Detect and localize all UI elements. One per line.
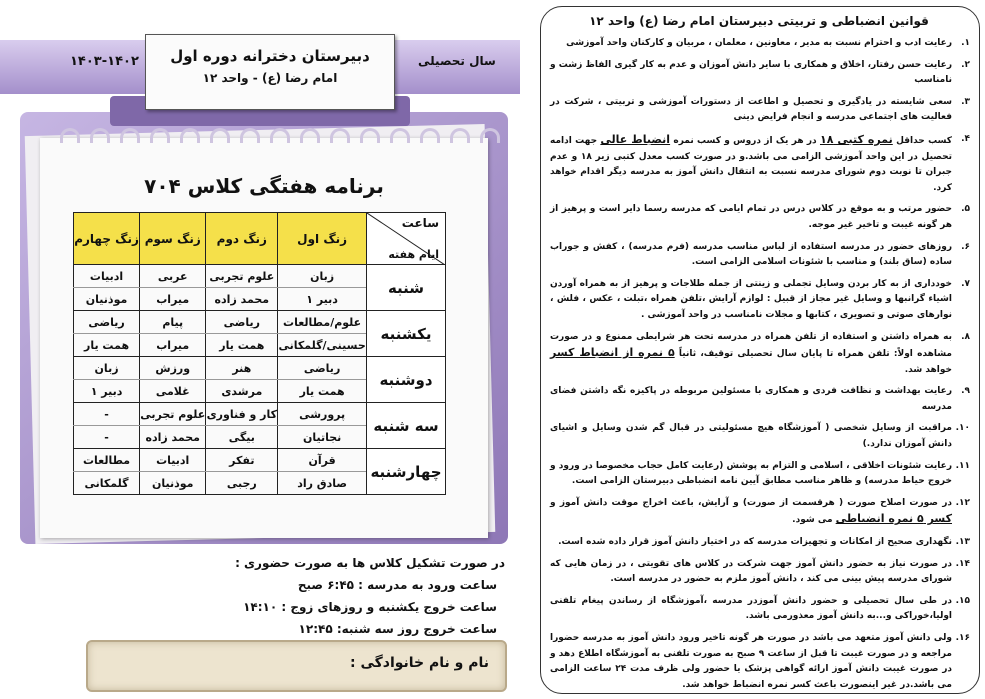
rule-number: ۷. bbox=[961, 278, 970, 289]
subject-cell: ریاضی bbox=[206, 311, 278, 334]
subject-cell: تفکر bbox=[206, 449, 278, 472]
rule-item bbox=[550, 58, 970, 89]
table-row bbox=[74, 311, 446, 334]
rule-text-part: خودداری از به کار بردن وسایل تجملی و زینتی از جمله طلاجات و پرهیز از به همراه آوردن اشیاء گرانبها و وسایل غیر مجاز از قبیل : لوازم آرایش ،تلفن همراه ،تبلت ، عکس ، فلش ، نوارهای صوتی و تصویری ، کتابها و مجلات نامناسب در واحد آموزشی . bbox=[550, 278, 952, 320]
column-header: زنگ سوم bbox=[140, 213, 206, 265]
rule-number: ۳. bbox=[961, 96, 970, 107]
rule-text-part: سعی شایسته در یادگیری و تحصیل و اطاعت از دستورات آموزشی و تربیتی ، شرکت در فعالیت های اجتماعی مدرسه و انجام فرایض دینی bbox=[550, 96, 952, 123]
rule-number: ۶. bbox=[961, 241, 970, 252]
rule-number: ۱. bbox=[961, 38, 970, 48]
teacher-cell: - bbox=[74, 426, 140, 449]
teacher-cell: رجبی bbox=[206, 472, 278, 495]
rule-number: ۸. bbox=[961, 331, 970, 342]
rule-text-part: به همراه داشتن و استفاده از تلفن همراه در مدرسه تحت هر شرایطی ممنوع و در صورت مشاهده اولاً: تلفن همراه تا پایان سال تحصیلی توقیف، ثانیاً bbox=[550, 331, 952, 360]
rule-text-part: رعایت بهداشت و نظافت فردی و همکاری با مسئولین مربوطه در پاکیزه نگه داشتن فضای مدرسه bbox=[550, 386, 952, 412]
table-row bbox=[74, 265, 446, 288]
subject-cell: علوم/مطالعات bbox=[278, 311, 367, 334]
rule-text-part: در صورت اصلاح صورت ( هرقسمت از صورت) و آرایش، باعث اخراج موقت دانش آموز و bbox=[550, 497, 952, 508]
rule-text-part: مراقبت از وسایل شخصی ( آموزشگاه هیچ مسئولیتی در قبال گم شدن وسایل و اشیای دانش آموزان ندارد.) bbox=[550, 423, 952, 450]
teacher-cell: محمد زاده bbox=[206, 288, 278, 311]
rule-text-part: حضور مرتب و به موقع در کلاس درس در تمام ایامی که مدرسه رسما دایر است و پرهیز از هر گونه غیبت و تاخیر غیر موجه. bbox=[550, 204, 952, 230]
day-cell: سه شنبه bbox=[367, 403, 446, 449]
rule-item bbox=[550, 496, 970, 529]
rule-text-part: رعایت حسن رفتار، اخلاق و همکاری با سایر دانش آموزان و عدم به کار گیری الفاظ زشت و نامناسب bbox=[550, 59, 952, 86]
school-header-tab bbox=[145, 34, 395, 110]
exit-time-tuesday: ساعت خروج روز سه شنبه: ۱۲:۴۵ bbox=[298, 622, 497, 636]
teacher-cell: دبیر ۱ bbox=[74, 380, 140, 403]
rule-item bbox=[550, 535, 970, 551]
arrival-time: ساعت ورود به مدرسه : ۶:۴۵ صبح bbox=[297, 578, 497, 592]
rule-text-part: خواهد شد. bbox=[904, 364, 952, 375]
subject-cell: زبان bbox=[278, 265, 367, 288]
rule-item bbox=[550, 459, 970, 490]
subject-cell: پیام bbox=[140, 311, 206, 334]
rule-item bbox=[550, 384, 970, 415]
rule-item bbox=[550, 631, 970, 693]
subject-cell: عربی bbox=[140, 265, 206, 288]
rule-text bbox=[550, 535, 952, 551]
teacher-cell: حسینی/گلمکانی bbox=[278, 334, 367, 357]
rule-item bbox=[550, 202, 970, 233]
rule-number: ۱۳. bbox=[955, 537, 970, 548]
rule-text bbox=[550, 330, 952, 379]
teacher-cell: موذنیان bbox=[74, 288, 140, 311]
rule-number: ۹. bbox=[961, 386, 970, 397]
table-row bbox=[74, 403, 446, 426]
rule-text bbox=[550, 58, 952, 89]
subject-cell: ادبیات bbox=[74, 265, 140, 288]
rule-text bbox=[550, 557, 952, 588]
table-row bbox=[74, 449, 446, 472]
subject-cell: علوم تجربی bbox=[206, 265, 278, 288]
column-header: زنگ چهارم bbox=[74, 213, 140, 265]
table-row bbox=[74, 357, 446, 380]
school-branch: امام رضا (ع) - واحد ۱۲ bbox=[202, 71, 338, 85]
rule-number: ۱۲. bbox=[955, 497, 970, 508]
rule-text bbox=[550, 95, 952, 126]
teacher-cell: غلامی bbox=[140, 380, 206, 403]
rule-number: ۵. bbox=[961, 204, 970, 215]
rule-number: ۱۵. bbox=[955, 595, 970, 606]
teacher-cell: بیگی bbox=[206, 426, 278, 449]
rule-text-part: رعایت ادب و احترام نسبت به مدیر ، معاونین ، معلمان ، مربیان و کارکنان واحد آموزشی bbox=[566, 38, 952, 48]
subject-cell: کار و فناوری bbox=[206, 403, 278, 426]
subject-cell: مطالعات bbox=[74, 449, 140, 472]
school-year-value: ۱۴۰۳-۱۴۰۲ bbox=[70, 54, 139, 69]
rule-text-part: جهت ادامه تحصیل در این واحد آموزشی الزامی می باشد.و در صورت کسب معدل کتبی زیر ۱۸ و عدم جبران تا نوبت دوم شورای مدرسه نسبت به انتقال دانش آموز به مدرسه دیگر اقدام خواهد کرد. bbox=[550, 135, 952, 193]
attendance-notes bbox=[215, 552, 505, 640]
day-cell: چهارشنبه bbox=[367, 449, 446, 495]
table-corner-header bbox=[367, 213, 446, 265]
subject-cell: زبان bbox=[74, 357, 140, 380]
day-cell: شنبه bbox=[367, 265, 446, 311]
school-name: دبیرستان دخترانه دوره اول bbox=[170, 47, 370, 65]
rule-item bbox=[550, 132, 970, 196]
rules-list bbox=[550, 36, 970, 699]
rule-text bbox=[550, 421, 952, 452]
subject-cell: پرورشی bbox=[278, 403, 367, 426]
day-cell: یکشنبه bbox=[367, 311, 446, 357]
subject-cell: علوم تجربی bbox=[140, 403, 206, 426]
rule-text bbox=[550, 459, 952, 490]
rule-number: ۱۶. bbox=[955, 633, 970, 643]
rule-emphasis: نمره کتبی ۱۸ bbox=[819, 132, 893, 146]
subject-cell: قرآن bbox=[278, 449, 367, 472]
rule-text-part: روزهای حضور در مدرسه استفاده از لباس مناسب مدرسه (فرم مدرسه) ، کفش و جوراب ساده (ساق بلند) و مناسب با شئونات اسلامی الزامی است. bbox=[550, 241, 952, 268]
rule-text bbox=[550, 594, 952, 625]
rule-text-part: کسب حداقل bbox=[892, 135, 953, 146]
rule-text bbox=[550, 277, 952, 324]
rule-item bbox=[550, 36, 970, 52]
schedule-title: برنامه هفتگی کلاس ۷۰۴ bbox=[144, 174, 384, 198]
rule-emphasis: انضباط عالی bbox=[600, 132, 671, 146]
student-name-field[interactable] bbox=[86, 640, 507, 692]
school-year-label: سال تحصیلی bbox=[418, 54, 496, 68]
exit-time-even-days: ساعت خروج یکشنبه و روزهای زوج : ۱۴:۱۰ bbox=[243, 600, 497, 614]
teacher-cell: همت یار bbox=[278, 380, 367, 403]
column-header: زنگ اول bbox=[278, 213, 367, 265]
rule-number: ۱۴. bbox=[955, 558, 970, 569]
rule-item bbox=[550, 594, 970, 625]
rule-text bbox=[550, 240, 952, 271]
teacher-cell: محمد زاده bbox=[140, 426, 206, 449]
rules-title: قوانین انضباطی و تربیتی دبیرستان امام رضا (ع) واحد ۱۲ bbox=[589, 14, 929, 28]
weekly-schedule-table bbox=[73, 212, 446, 495]
subject-cell: - bbox=[74, 403, 140, 426]
rule-item bbox=[550, 95, 970, 126]
rule-text bbox=[550, 631, 952, 693]
rule-number: ۱۰. bbox=[955, 423, 970, 434]
rule-text-part: می شود. bbox=[792, 515, 836, 526]
day-cell: دوشنبه bbox=[367, 357, 446, 403]
rule-text-part: در هر یک از دروس و کسب نمره bbox=[670, 135, 820, 146]
rule-item bbox=[550, 277, 970, 324]
rule-item bbox=[550, 240, 970, 271]
teacher-cell: دبیر ۱ bbox=[278, 288, 367, 311]
subject-cell: ادبیات bbox=[140, 449, 206, 472]
rule-text bbox=[550, 384, 952, 415]
teacher-cell: مرشدی bbox=[206, 380, 278, 403]
teacher-cell: گلمکانی bbox=[74, 472, 140, 495]
subject-cell: هنر bbox=[206, 357, 278, 380]
rule-number: ۴. bbox=[961, 133, 970, 144]
rule-item bbox=[550, 557, 970, 588]
teacher-cell: صادق راد bbox=[278, 472, 367, 495]
rule-text bbox=[550, 132, 952, 196]
notes-intro: در صورت تشکیل کلاس ها به صورت حضوری : bbox=[235, 556, 505, 570]
rule-item bbox=[550, 330, 970, 379]
corner-days-label: ایام هفته bbox=[388, 248, 439, 261]
teacher-cell: نجاتیان bbox=[278, 426, 367, 449]
teacher-cell: میراب bbox=[140, 288, 206, 311]
rule-text bbox=[550, 496, 952, 529]
rule-text-part: ولی دانش آموز متعهد می باشد در صورت هر گونه تاخیر ورود دانش آموز به مدرسه حضورا مراجعه و در صورت غیبت تا قبل از ساعت ۹ صبح به صورت تلفنی به آموزشگاه اطلاع دهد و در صورت غیبت دانش آموز ارائه گواهی پزشک یا حضور ولی ظرف مدت ۲۴ ساعت الزامی می باشد.در غیر اینصورت باعث کسر نمره انضباط خواهد شد. bbox=[550, 633, 952, 690]
teacher-cell: همت یار bbox=[206, 334, 278, 357]
column-header: زنگ دوم bbox=[206, 213, 278, 265]
rule-number: ۲. bbox=[961, 59, 970, 70]
rule-emphasis: کسر ۵ نمره انضباطی bbox=[835, 512, 952, 526]
rule-text-part: در صورت نیاز به حضور دانش آموز جهت شرکت در کلاس های تقویتی ، در زمان هایی که شورای مدرسه پیش بینی می کند ، دانش آموز ملزم به حضور در مدرسه است. bbox=[550, 558, 952, 585]
rule-number: ۱۱. bbox=[955, 460, 970, 471]
corner-time-label: ساعت bbox=[401, 216, 439, 230]
rule-text bbox=[550, 202, 952, 233]
rule-text-part: نگهداری صحیح از امکانات و تجهیزات مدرسه که در اختیار دانش آموز قرار داده شده است. bbox=[558, 537, 952, 548]
teacher-cell: موذنیان bbox=[140, 472, 206, 495]
rule-text-part: رعایت شئونات اخلاقی ، اسلامی و التزام به پوشش (رعایت کامل حجاب مخصوصا در ورود و خروج حیاط مدرسه) و ظاهر مناسب مطابق آیین نامه انضباطی دبیرستان الزامی است. bbox=[550, 460, 952, 487]
teacher-cell: همت یار bbox=[74, 334, 140, 357]
rule-item bbox=[550, 421, 970, 452]
subject-cell: ورزش bbox=[140, 357, 206, 380]
subject-cell: ریاضی bbox=[278, 357, 367, 380]
student-name-label: نام و نام خانوادگی : bbox=[349, 655, 489, 671]
rule-text-part: در طی سال تحصیلی و حضور دانش آموزدر مدرسه ،آموزشگاه از رساندن پیغام تلفنی اولیا،خوراکی و...به دانش آموز معذورمی باشد. bbox=[550, 595, 952, 622]
rule-emphasis: ۵ نمره از انضباط کسر bbox=[550, 346, 675, 360]
teacher-cell: میراب bbox=[140, 334, 206, 357]
binder-rings bbox=[60, 128, 500, 143]
subject-cell: ریاضی bbox=[74, 311, 140, 334]
rule-text bbox=[550, 36, 952, 52]
